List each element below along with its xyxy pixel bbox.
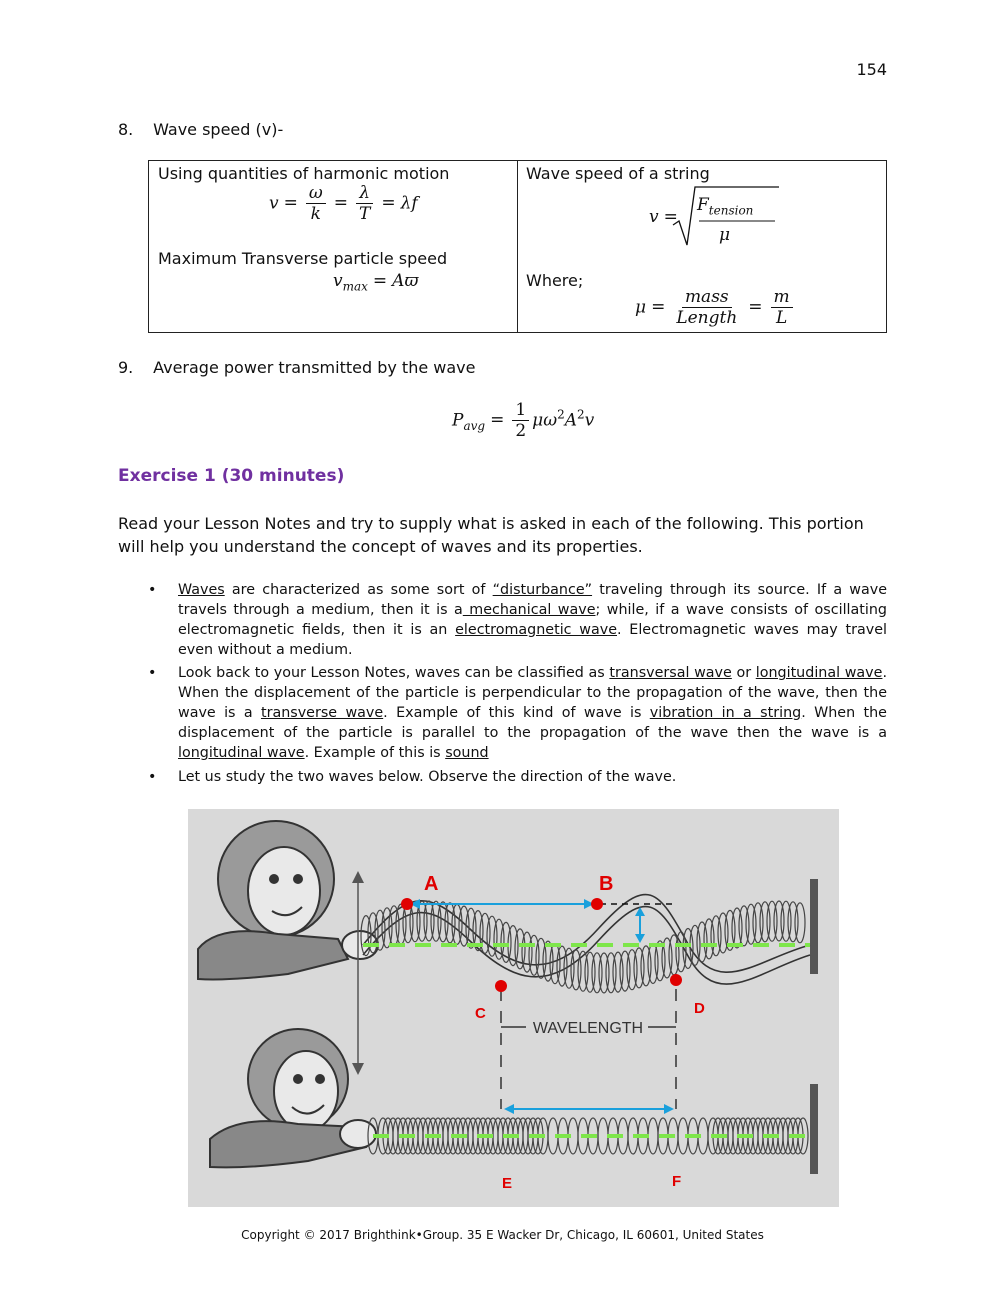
person-bottom — [210, 1029, 376, 1167]
max-speed-heading: Maximum Transverse particle speed — [158, 249, 448, 268]
spring-coil — [711, 916, 721, 956]
max-speed-equation: $v_{max} = Aϖ$ — [333, 271, 419, 294]
wave-figure — [188, 809, 839, 1207]
bullet-dot: • — [148, 582, 157, 598]
where-label: Where; — [526, 271, 584, 290]
label-b: B — [599, 873, 614, 895]
point-d — [670, 974, 682, 986]
label-f: F — [672, 1173, 682, 1190]
exercise-heading: Exercise 1 (30 minutes) — [118, 466, 345, 486]
person-top — [198, 821, 378, 979]
spring-coil — [480, 913, 490, 953]
spring-coil — [704, 919, 714, 959]
spring-coil — [648, 1118, 658, 1154]
wall-top — [810, 879, 818, 974]
point-a — [401, 898, 413, 910]
spring-coil — [718, 913, 728, 953]
spring-coil — [795, 903, 805, 943]
linear-density-equation: μ = $\frac{\text{mass}}{\text{Length}}$ = $\frac{m}{L}$ — [635, 287, 796, 329]
label-d: D — [694, 1000, 705, 1017]
label-e: E — [502, 1175, 513, 1192]
wavelength-arrow-top — [410, 899, 594, 909]
bullet-waves: • Waves are characterized as some sort of “disturbance” traveling through its source. If a wave travels through a medium, then it is a mechanical wave; while, if a wave consists of oscillating electromagnetic fields, then it is an electromagnetic wave. Electromagnetic waves may travel even without a medium. — [148, 582, 887, 658]
spring-coil — [697, 922, 707, 962]
point-b — [591, 898, 603, 910]
section-8-heading — [118, 120, 283, 139]
page-number: 154 — [856, 60, 887, 79]
wave-illustration — [188, 809, 839, 1207]
section-9-number: 9. — [118, 358, 134, 377]
spring-coil — [536, 938, 546, 978]
transverse-spring — [363, 894, 810, 984]
point-c — [495, 980, 507, 992]
spring-coil — [690, 925, 700, 965]
spring-coil — [598, 1118, 608, 1154]
table-divider — [517, 161, 518, 332]
amplitude-arrow — [635, 907, 645, 943]
bullet-dot: • — [148, 769, 157, 785]
section-8-title: Wave speed (v)- — [153, 120, 284, 139]
exercise-intro: Read your Lesson Notes and try to supply what is asked in each of the following. This portion will help you understand the concept of waves and its properties. — [118, 514, 864, 556]
section-9-title: Average power transmitted by the wave — [153, 358, 476, 377]
harmonic-speed-equation: v = $\frac{\omega}{k}$ = $\frac{\lambda}{T}$ = λf — [269, 183, 418, 225]
wavelength-label: WAVELENGTH — [532, 1020, 644, 1037]
average-power-equation: $P_{avg}$ = $\frac{1}{2}$ $\mu\omega^2A^2v$ — [452, 400, 595, 442]
label-a: A — [424, 873, 439, 895]
copyright-footer: Copyright © 2017 Brighthink•Group. 35 E Wacker Dr, Chicago, IL 60601, United States — [241, 1228, 764, 1242]
spring-coil — [676, 932, 686, 972]
section-8-number: 8. — [118, 120, 134, 139]
wavelength-marker — [501, 989, 676, 1109]
spring-coil — [529, 935, 539, 975]
spring-coil — [648, 944, 658, 984]
section-9-heading — [118, 358, 475, 377]
bullet-classification: • Look back to your Lesson Notes, waves can be classified as transversal wave or longitudinal wave. When the displacement of the particle is perpendicular to the propagation of the wave, then the wave is a transverse wave. Example of this kind of wave is vibration in a string. When the displacement of the particle is parallel to the propagation of the wave then the wave is a longitudinal wave. Example of this is sound — [148, 665, 887, 761]
spring-coil — [522, 932, 532, 972]
spring-coil — [669, 935, 679, 975]
harmonic-heading: Using quantities of harmonic motion — [158, 164, 450, 183]
bullet-study: • Let us study the two waves below. Observe the direction of the wave. — [148, 769, 677, 785]
wall-bottom — [810, 1084, 818, 1174]
bullet-dot: • — [148, 665, 157, 681]
spring-coil — [487, 916, 497, 956]
wavelength-arrow-bottom — [504, 1104, 674, 1114]
label-c: C — [475, 1005, 486, 1022]
wave-speed-table: Using quantities of harmonic motion v = $\frac{\omega}{k}$ = $\frac{\lambda}{T}$ = λf Maximum Transverse particle speed $v_{max} = Aϖ$ Wave speed of a string v = $F_{tension}$ μ Where; μ = $\frac{\text{mass}}{\text{Length}}$ = $\frac{m}{L}$ — [148, 160, 887, 333]
string-speed-heading: Wave speed of a string — [526, 164, 710, 183]
